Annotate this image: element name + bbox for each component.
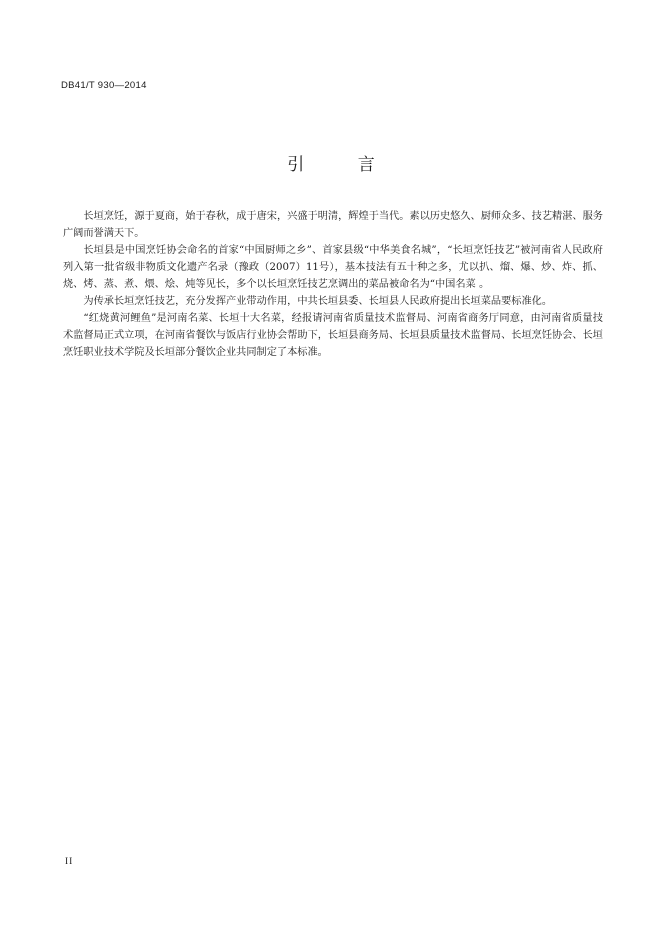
paragraph-2: 长垣县是中国烹饪协会命名的首家“中国厨师之乡”、首家县级“中华美食名城”，“长垣烹饪技艺”被河南省人民政府列入第一批省级非物质文化遗产名录（豫政（2007）11号），基本技法有五十种之多，尤以扒、熘、爆、炒、炸、抓、烧、烤、蒸、煮、煨、烩、炖等见长，多个以长垣烹饪技艺烹调出的菜品被命名为“中国名菜 。 (63, 245, 603, 290)
body-text (63, 208, 603, 361)
paragraph-3: 为传承长垣烹饪技艺，充分发挥产业带动作用，中共长垣县委、长垣县人民政府提出长垣菜品要标准化。 (83, 296, 553, 307)
document-code: DB41/T 930—2014 (61, 80, 147, 91)
paragraph-4: “红烧黄河鲤鱼”是河南名菜、长垣十大名菜，经报请河南省质量技术监督局、河南省商务厅同意，由河南省质量技术监督局正式立项，在河南省餐饮与饭店行业协会帮助下，长垣县商务局、长垣县质量技术监督局、长垣烹饪协会、长垣烹饪职业技术学院及长垣部分餐饮企业共同制定了本标准。 (63, 313, 603, 358)
paragraph-1: 长垣烹饪，源于夏商，始于春秋，成于唐宋，兴盛于明清，辉煌于当代。素以历史悠久、厨师众多、技艺精湛、服务广阔而誉满天下。 (63, 211, 603, 239)
page-number: II (65, 857, 74, 867)
section-title: 引 言 (287, 155, 399, 175)
